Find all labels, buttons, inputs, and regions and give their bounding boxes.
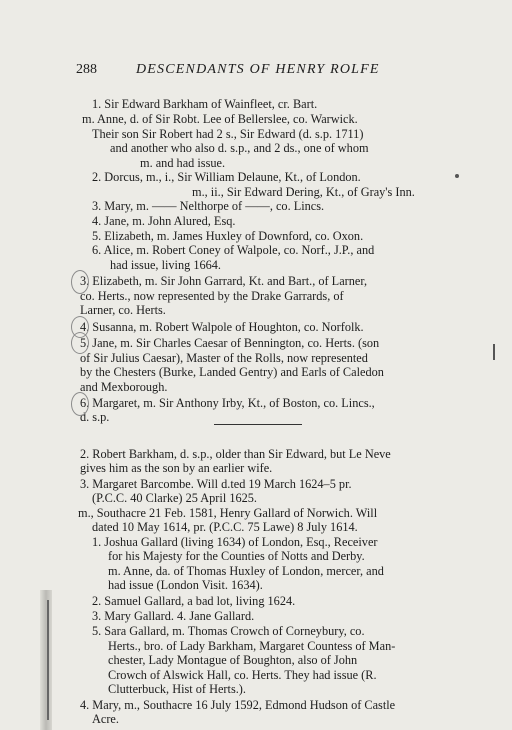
text-line: had issue, living 1664. bbox=[110, 258, 222, 272]
text-line: 1. Joshua Gallard (living 1634) of London, Esq., Receiver bbox=[92, 535, 378, 549]
text-line: 6. Margaret, m. Sir Anthony Irby, Kt., of Boston, co. Lincs., bbox=[80, 396, 375, 410]
text-line: gives him as the son by an earlier wife. bbox=[80, 461, 273, 475]
margin-line-mark bbox=[47, 600, 49, 720]
text-line: and another who also d. s.p., and 2 ds., one of whom bbox=[110, 141, 369, 155]
pencil-circle-mark bbox=[71, 270, 89, 294]
text-line: 3. Elizabeth, m. Sir John Garrard, Kt. and Bart., of Larner, bbox=[80, 274, 368, 288]
text-line: 4. Mary, m., Southacre 16 July 1592, Edmond Hudson of Castle bbox=[80, 698, 396, 712]
text-line: 5. Sara Gallard, m. Thomas Crowch of Corneybury, co. bbox=[92, 624, 365, 638]
text-line: 2. Samuel Gallard, a bad lot, living 1624. bbox=[92, 594, 296, 608]
text-line: 4. Jane, m. John Alured, Esq. bbox=[92, 214, 236, 228]
text-line: Larner, co. Herts. bbox=[80, 303, 166, 317]
text-line: d. s.p. bbox=[80, 410, 110, 424]
text-line: and Mexborough. bbox=[80, 380, 168, 394]
text-line: m., ii., Sir Edward Dering, Kt., of Gray's Inn. bbox=[192, 185, 415, 199]
text-line: 3. Mary Gallard. 4. Jane Gallard. bbox=[92, 609, 255, 623]
text-line: of Sir Julius Caesar), Master of the Rolls, now represented bbox=[80, 351, 368, 365]
text-line: for his Majesty for the Counties of Notts and Derby. bbox=[108, 549, 365, 563]
text-line: Acre. bbox=[92, 712, 119, 726]
text-line: Their son Sir Robert had 2 s., Sir Edward (d. s.p. 1711) bbox=[92, 127, 364, 141]
text-line: chester, Lady Montague of Boughton, also of John bbox=[108, 653, 358, 667]
text-line: by the Chesters (Burke, Landed Gentry) and Earls of Caledon bbox=[80, 365, 384, 379]
text-line: co. Herts., now represented by the Drake Garrards, of bbox=[80, 289, 344, 303]
text-line: 6. Alice, m. Robert Coney of Walpole, co. Norf., J.P., and bbox=[92, 243, 375, 257]
text-line: Clutterbuck, Hist of Herts.). bbox=[108, 682, 246, 696]
text-line: m. Anne, da. of Thomas Huxley of London, mercer, and bbox=[108, 564, 384, 578]
text-line: Herts., bro. of Lady Barkham, Margaret Countess of Man- bbox=[108, 639, 396, 653]
text-line: 5. Jane, m. Sir Charles Caesar of Bennington, co. Herts. (son bbox=[80, 336, 380, 350]
section-rule bbox=[214, 424, 302, 425]
text-line: 2. Dorcus, m., i., Sir William Delaune, Kt., of London. bbox=[92, 170, 361, 184]
pencil-circle-mark bbox=[71, 332, 89, 354]
page-header bbox=[76, 62, 496, 82]
text-line: 5. Elizabeth, m. James Huxley of Downford, co. Oxon. bbox=[92, 229, 364, 243]
running-title: DESCENDANTS OF HENRY ROLFE bbox=[136, 62, 380, 77]
pencil-dot-mark bbox=[455, 174, 459, 178]
text-line: m. and had issue. bbox=[140, 156, 226, 170]
text-line: 1. Sir Edward Barkham of Wainfleet, cr. Bart. bbox=[92, 97, 318, 111]
text-line: 3. Margaret Barcombe. Will d.ted 19 March 1624–5 pr. bbox=[80, 477, 352, 491]
text-line: 2. Robert Barkham, d. s.p., older than Sir Edward, but Le Neve bbox=[80, 447, 391, 461]
page-gutter-shadow bbox=[40, 590, 52, 730]
pencil-circle-mark bbox=[71, 392, 89, 416]
text-line: 4. Susanna, m. Robert Walpole of Houghton, co. Norfolk. bbox=[80, 320, 364, 334]
text-line: 3. Mary, m. —— Nelthorpe of ——, co. Lincs. bbox=[92, 199, 325, 213]
text-line: dated 10 May 1614, pr. (P.C.C. 75 Lawe) 8 July 1614. bbox=[92, 520, 358, 534]
text-line: m., Southacre 21 Feb. 1581, Henry Gallard of Norwich. Will bbox=[78, 506, 378, 520]
page-number: 288 bbox=[76, 62, 97, 77]
pencil-tick-mark bbox=[493, 344, 495, 360]
text-line: (P.C.C. 40 Clarke) 25 April 1625. bbox=[92, 491, 257, 505]
text-line: Crowch of Alswick Hall, co. Herts. They had issue (R. bbox=[108, 668, 377, 682]
text-line: m. Anne, d. of Sir Robt. Lee of Bellerslee, co. Warwick. bbox=[82, 112, 358, 126]
text-line: had issue (London Visit. 1634). bbox=[108, 578, 263, 592]
